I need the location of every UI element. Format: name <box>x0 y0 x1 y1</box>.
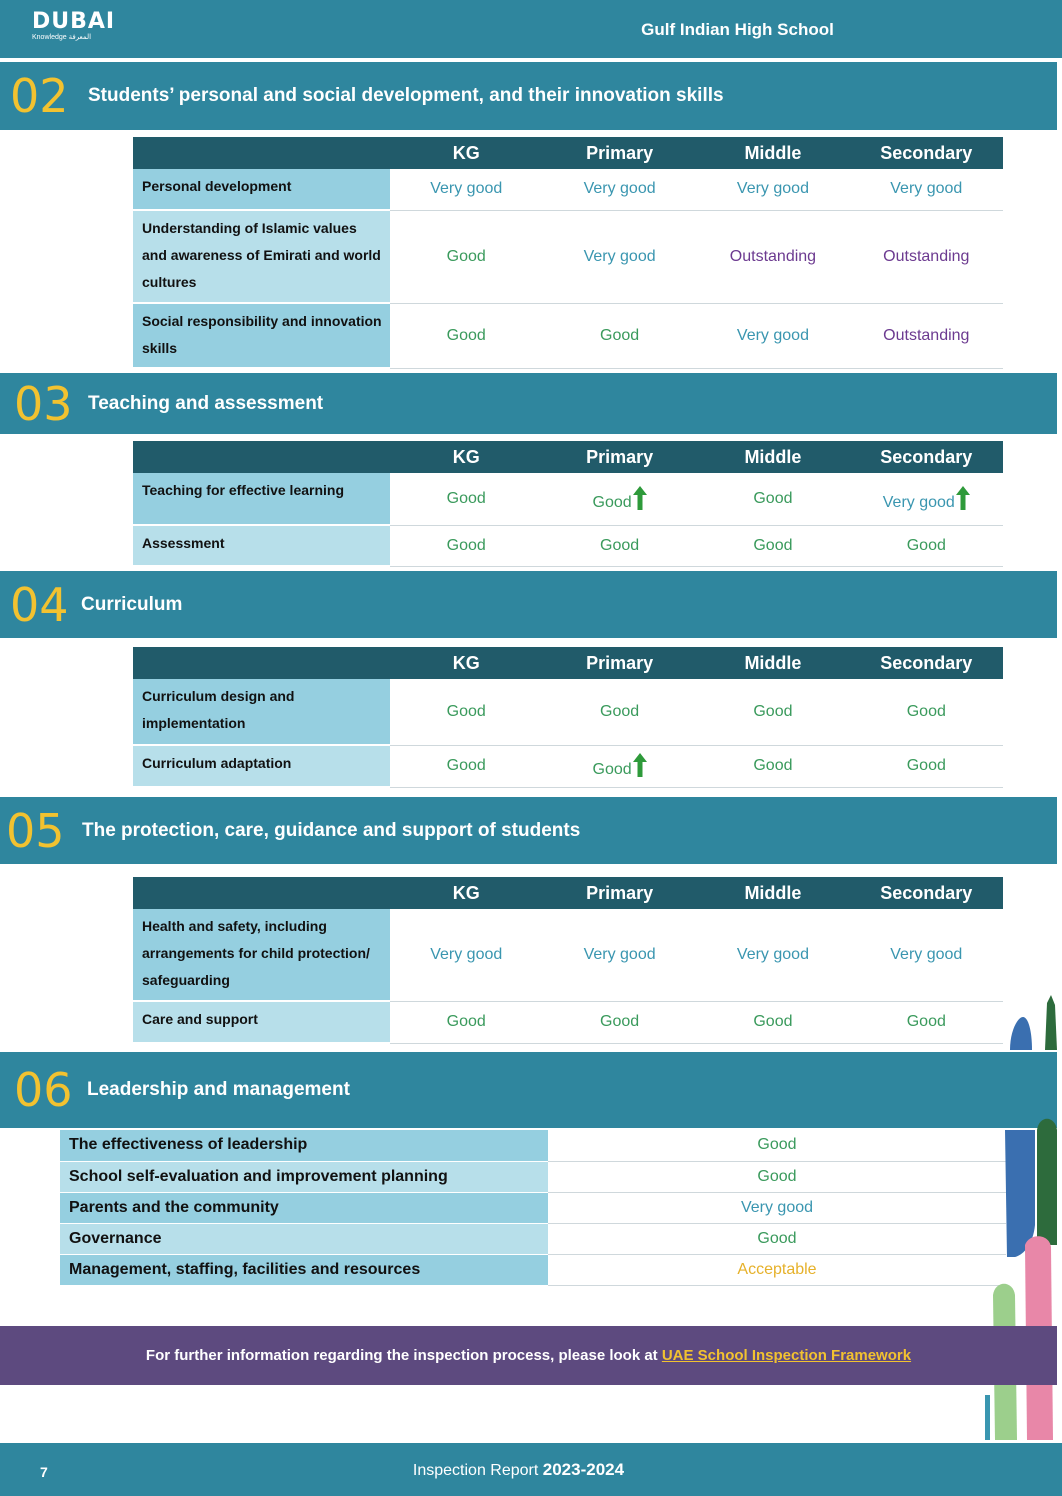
info-text: For further information regarding the inspection process, please look at <box>145 1347 662 1364</box>
row-label: Curriculum design and implementation <box>133 679 390 745</box>
rating-cell-middle <box>696 745 849 787</box>
section-number: 04 <box>10 577 69 632</box>
logo-main-text: DUBAI <box>32 9 116 34</box>
col-header-middle: Middle <box>696 877 849 909</box>
rating-cell-kg <box>390 210 543 303</box>
rating-cell-secondary <box>850 679 1003 745</box>
table-row <box>133 525 1003 566</box>
rating-value: Good <box>600 702 640 720</box>
section-band-02 <box>0 62 1057 130</box>
row-label: The effectiveness of leadership <box>60 1130 548 1161</box>
rating-cell-kg <box>390 1001 543 1043</box>
rating-cell-kg <box>390 303 543 368</box>
leadership-row <box>60 1254 1006 1285</box>
row-label: Curriculum adaptation <box>133 745 390 787</box>
rating-cell-secondary <box>850 1001 1003 1043</box>
row-label: Understanding of Islamic values and awareness of Emirati and world cultures <box>133 210 390 303</box>
improvement-arrow-icon <box>633 753 647 777</box>
rating-value: Very good <box>430 945 503 963</box>
row-label: Governance <box>60 1223 548 1254</box>
col-header-primary: Primary <box>543 877 696 909</box>
grade-table-02 <box>133 137 1003 369</box>
rating-cell-middle <box>696 210 849 303</box>
dubai-knowledge-logo <box>32 10 115 42</box>
inspection-framework-link[interactable]: UAE School Inspection Framework <box>661 1347 912 1364</box>
rating-cell-secondary <box>850 210 1003 303</box>
school-name: Gulf Indian High School <box>641 20 834 39</box>
blank-header-cell <box>133 137 390 169</box>
col-header-kg: KG <box>390 137 543 169</box>
rating-value: Good <box>753 536 793 554</box>
section-title: The protection, care, guidance and support of students <box>82 819 581 841</box>
rating-cell-secondary <box>850 525 1003 566</box>
col-header-primary: Primary <box>543 441 696 473</box>
rating-cell-primary <box>543 525 696 566</box>
rating-value: Very good <box>890 180 963 198</box>
rating-value: Outstanding <box>729 247 817 265</box>
rating-cell-middle <box>696 679 849 745</box>
footer-bar <box>0 1441 1062 1496</box>
leadership-row <box>60 1161 1006 1192</box>
section-title: Students’ personal and social development, and their innovation skills <box>88 85 724 106</box>
rating-value: Good <box>753 1013 793 1030</box>
grade-table-05 <box>133 877 1003 1044</box>
rating-value: Outstanding <box>883 326 970 344</box>
rating-value: Good <box>548 1223 1006 1254</box>
rating-cell-primary <box>543 745 696 787</box>
section-number: 02 <box>10 69 69 123</box>
rating-value: Very good <box>890 945 963 963</box>
col-header-kg: KG <box>390 441 543 473</box>
rating-value: Very good <box>548 1192 1006 1223</box>
row-label: Teaching for effective learning <box>133 473 390 525</box>
section-band-05 <box>0 797 1057 864</box>
rating-value: Good <box>446 489 486 507</box>
rating-value: Good <box>753 757 793 774</box>
page-number: 7 <box>40 1464 48 1480</box>
section-band-03 <box>0 373 1057 434</box>
report-title <box>0 1460 1037 1480</box>
blank-header-cell <box>133 647 390 679</box>
rating-cell-primary <box>543 1001 696 1043</box>
col-header-kg: KG <box>390 877 543 909</box>
rating-value: Good <box>600 1013 640 1030</box>
table-row <box>133 210 1003 303</box>
row-label: Assessment <box>133 525 390 566</box>
rating-cell-primary <box>543 473 696 525</box>
top-header-bar <box>0 0 1062 60</box>
section-title: Teaching and assessment <box>88 392 324 414</box>
leadership-row <box>60 1130 1006 1161</box>
report-year: 2023-2024 <box>542 1460 625 1479</box>
grade-table-03 <box>133 441 1003 567</box>
rating-value: Good <box>446 1013 486 1030</box>
blank-header-cell <box>133 441 390 473</box>
rating-value: Outstanding <box>883 247 970 265</box>
table-row <box>133 1001 1003 1043</box>
rating-cell-primary <box>543 909 696 1001</box>
header-row <box>133 877 1003 909</box>
header-row <box>133 441 1003 473</box>
rating-value: Good <box>600 326 640 344</box>
rating-value: Good <box>446 536 486 554</box>
rating-cell-kg <box>390 909 543 1001</box>
table-row <box>133 909 1003 1001</box>
rating-cell-middle <box>696 525 849 566</box>
row-label: Management, staffing, facilities and resources <box>60 1254 548 1285</box>
rating-cell-primary <box>543 679 696 745</box>
rating-value: Good <box>600 536 640 554</box>
rating-cell-middle <box>696 473 849 525</box>
row-label: Parents and the community <box>60 1192 548 1223</box>
col-header-secondary: Secondary <box>850 441 1003 473</box>
section-number: 06 <box>14 1063 73 1117</box>
section-band-04 <box>0 571 1057 638</box>
rating-cell-primary <box>543 210 696 303</box>
table-row <box>133 745 1003 787</box>
rating-cell-secondary <box>850 169 1003 210</box>
rating-cell-secondary <box>850 745 1003 787</box>
leadership-table <box>60 1130 1006 1286</box>
rating-value: Very good <box>430 180 503 198</box>
row-label: Social responsibility and innovation skills <box>133 303 390 368</box>
rating-value: Acceptable <box>548 1254 1006 1285</box>
table-row <box>133 303 1003 368</box>
grade-table-04 <box>133 647 1003 788</box>
row-label: Health and safety, including arrangements for child protection/ safeguarding <box>133 909 390 1001</box>
improvement-arrow-icon <box>956 486 970 510</box>
rating-value: Good <box>906 702 946 720</box>
section-band-06 <box>0 1052 1057 1128</box>
row-label: Care and support <box>133 1001 390 1043</box>
col-header-kg: KG <box>390 647 543 679</box>
col-header-secondary: Secondary <box>850 877 1003 909</box>
improvement-arrow-icon <box>633 486 647 510</box>
rating-cell-kg <box>390 473 543 525</box>
rating-value: Good <box>592 761 632 778</box>
rating-cell-kg <box>390 169 543 210</box>
rating-value: Good <box>906 757 946 774</box>
col-header-middle: Middle <box>696 137 849 169</box>
rating-value: Very good <box>583 180 656 198</box>
rating-value: Good <box>753 702 793 720</box>
row-label: School self-evaluation and improvement planning <box>60 1161 548 1192</box>
rating-value: Very good <box>583 945 656 963</box>
rating-cell-middle <box>696 909 849 1001</box>
header-row <box>133 647 1003 679</box>
leadership-row <box>60 1223 1006 1254</box>
rating-value: Good <box>446 326 486 344</box>
rating-value: Good <box>548 1161 1006 1192</box>
rating-value: Very good <box>583 247 656 265</box>
rating-cell-kg <box>390 745 543 787</box>
rating-value: Good <box>753 489 793 507</box>
row-label: Personal development <box>133 169 390 210</box>
rating-value: Very good <box>736 945 809 963</box>
col-header-middle: Middle <box>696 647 849 679</box>
logo-sub-text: Knowledge المعرفة <box>32 34 92 41</box>
table-row <box>133 169 1003 210</box>
rating-cell-middle <box>696 1001 849 1043</box>
col-header-primary: Primary <box>543 647 696 679</box>
blank-header-cell <box>133 877 390 909</box>
rating-value: Very good <box>882 493 955 511</box>
col-header-primary: Primary <box>543 137 696 169</box>
rating-value: Good <box>592 493 632 511</box>
rating-value: Very good <box>736 180 809 198</box>
rating-cell-secondary <box>850 303 1003 368</box>
table-row <box>133 473 1003 525</box>
rating-cell-kg <box>390 525 543 566</box>
rating-value: Good <box>906 536 946 554</box>
col-header-secondary: Secondary <box>850 647 1003 679</box>
table-row <box>133 679 1003 745</box>
report-label: Inspection Report <box>412 1462 543 1479</box>
rating-value: Good <box>906 1013 946 1030</box>
section-title: Leadership and management <box>87 1079 350 1100</box>
rating-cell-secondary <box>850 909 1003 1001</box>
col-header-middle: Middle <box>696 441 849 473</box>
rating-cell-kg <box>390 679 543 745</box>
rating-cell-secondary <box>850 473 1003 525</box>
section-title: Curriculum <box>81 593 183 615</box>
rating-value: Very good <box>736 326 809 344</box>
rating-cell-primary <box>543 169 696 210</box>
section-number: 03 <box>14 376 73 431</box>
rating-value: Good <box>446 247 486 265</box>
rating-value: Good <box>446 757 486 774</box>
rating-cell-middle <box>696 169 849 210</box>
rating-value: Good <box>548 1130 1006 1161</box>
header-row <box>133 137 1003 169</box>
col-header-secondary: Secondary <box>850 137 1003 169</box>
rating-value: Good <box>446 702 486 720</box>
section-number: 05 <box>6 803 65 858</box>
rating-cell-primary <box>543 303 696 368</box>
rating-cell-middle <box>696 303 849 368</box>
leadership-row <box>60 1192 1006 1223</box>
info-bar <box>0 1326 1057 1385</box>
